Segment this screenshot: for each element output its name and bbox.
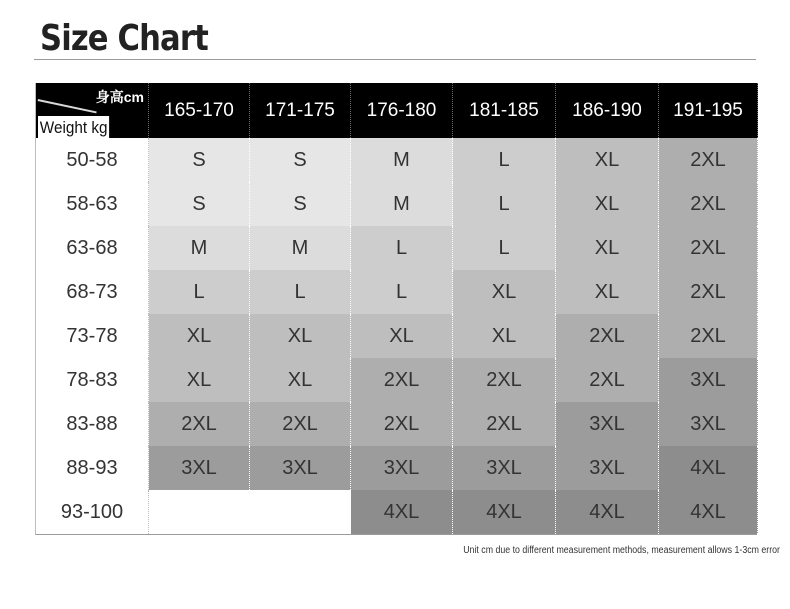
size-cell: S <box>250 138 351 182</box>
height-header-165-170: 165-170 <box>149 83 250 138</box>
weight-label-83-88: 83-88 <box>36 402 149 446</box>
size-cell: 3XL <box>659 402 758 446</box>
size-cell: 2XL <box>659 226 758 270</box>
size-cell: XL <box>250 314 351 358</box>
height-header-191-195: 191-195 <box>659 83 758 138</box>
size-cell: S <box>149 182 250 226</box>
height-axis-label: 身高cm <box>95 89 144 105</box>
size-cell: M <box>351 138 453 182</box>
size-cell: 2XL <box>250 402 351 446</box>
size-cell: 3XL <box>149 446 250 490</box>
size-cell: XL <box>453 314 556 358</box>
height-header-176-180: 176-180 <box>351 83 453 138</box>
size-cell: XL <box>556 226 659 270</box>
size-cell: S <box>149 138 250 182</box>
size-cell: 2XL <box>556 358 659 402</box>
size-cell: 3XL <box>453 446 556 490</box>
size-cell: 4XL <box>556 490 659 534</box>
size-cell <box>250 490 351 534</box>
size-cell: 2XL <box>453 402 556 446</box>
size-cell: XL <box>556 182 659 226</box>
size-cell: L <box>351 270 453 314</box>
height-header-186-190: 186-190 <box>556 83 659 138</box>
size-cell: 3XL <box>556 446 659 490</box>
size-cell: M <box>149 226 250 270</box>
weight-axis-label: Weight kg <box>39 118 108 137</box>
weight-label-68-73: 68-73 <box>36 270 149 314</box>
size-cell: 3XL <box>250 446 351 490</box>
size-cell: 3XL <box>659 358 758 402</box>
size-cell: 2XL <box>659 182 758 226</box>
size-cell: L <box>149 270 250 314</box>
size-cell: L <box>351 226 453 270</box>
size-cell: XL <box>351 314 453 358</box>
corner-header <box>36 83 149 138</box>
size-cell: 2XL <box>351 358 453 402</box>
size-cell: XL <box>556 270 659 314</box>
size-cell: 4XL <box>659 490 758 534</box>
size-cell: 2XL <box>659 270 758 314</box>
size-cell: XL <box>149 358 250 402</box>
height-header-181-185: 181-185 <box>453 83 556 138</box>
size-chart-table <box>35 83 757 535</box>
weight-label-58-63: 58-63 <box>36 182 149 226</box>
weight-label-88-93: 88-93 <box>36 446 149 490</box>
size-cell: 2XL <box>556 314 659 358</box>
weight-label-78-83: 78-83 <box>36 358 149 402</box>
size-cell: XL <box>556 138 659 182</box>
weight-label-93-100: 93-100 <box>36 490 149 534</box>
weight-label-50-58: 50-58 <box>36 138 149 182</box>
size-cell: 3XL <box>351 446 453 490</box>
size-cell: XL <box>149 314 250 358</box>
size-cell: 2XL <box>149 402 250 446</box>
size-cell: XL <box>250 358 351 402</box>
size-cell: M <box>351 182 453 226</box>
size-cell: 4XL <box>453 490 556 534</box>
size-cell: 3XL <box>556 402 659 446</box>
size-cell: 2XL <box>659 314 758 358</box>
weight-label-63-68: 63-68 <box>36 226 149 270</box>
size-cell: L <box>453 138 556 182</box>
size-cell: 4XL <box>659 446 758 490</box>
size-cell: 4XL <box>351 490 453 534</box>
size-cell: M <box>250 226 351 270</box>
size-cell: XL <box>453 270 556 314</box>
height-header-171-175: 171-175 <box>250 83 351 138</box>
size-cell: L <box>250 270 351 314</box>
size-cell: L <box>453 226 556 270</box>
size-cell <box>149 490 250 534</box>
size-cell: 2XL <box>351 402 453 446</box>
page-title: Size Chart <box>40 18 208 59</box>
size-cell: 2XL <box>453 358 556 402</box>
title-divider <box>34 59 756 60</box>
size-cell: 2XL <box>659 138 758 182</box>
weight-label-73-78: 73-78 <box>36 314 149 358</box>
size-cell: L <box>453 182 556 226</box>
measurement-footnote: Unit cm due to different measurement methods, measurement allows 1-3cm error <box>463 545 780 556</box>
size-cell: S <box>250 182 351 226</box>
